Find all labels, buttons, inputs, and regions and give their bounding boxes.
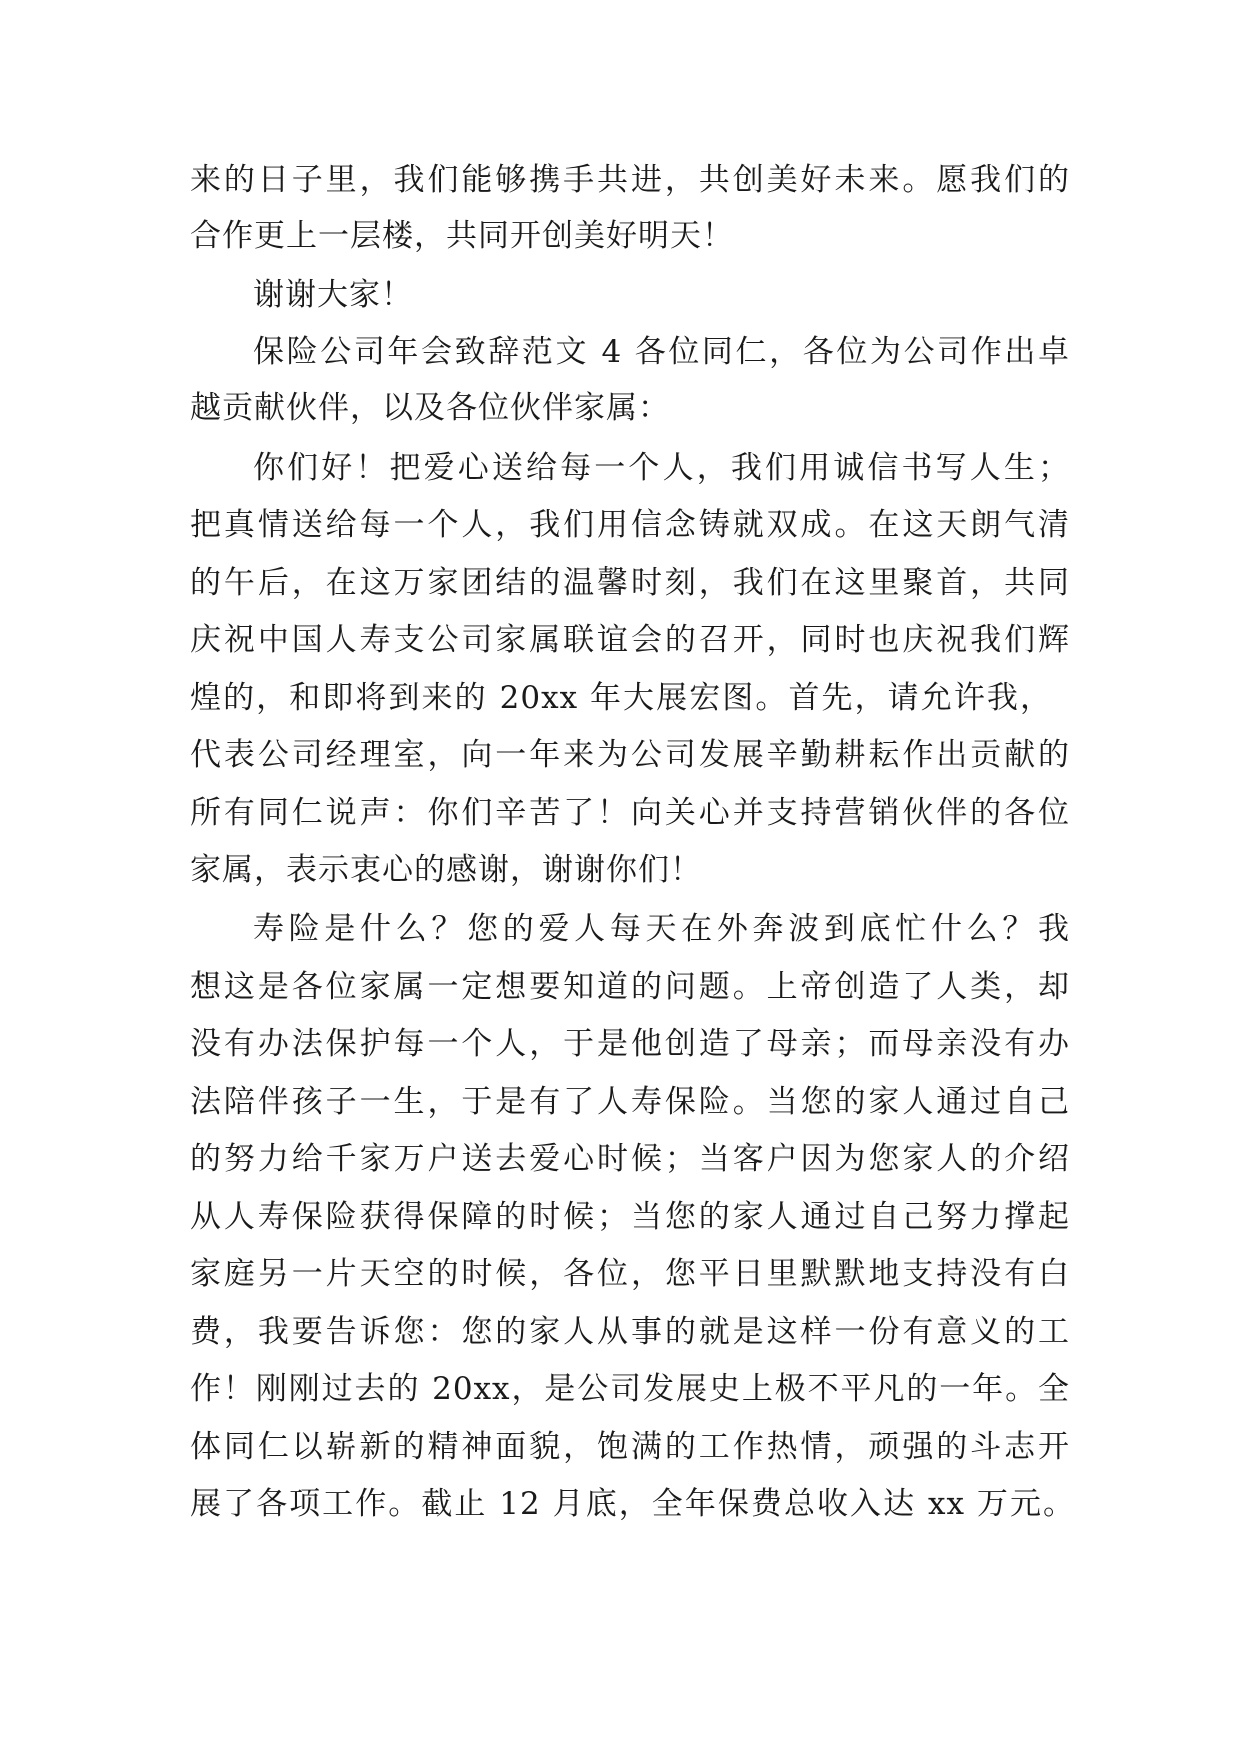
text-line: 法陪伴孩子一生，于是有了人寿保险。当您的家人通过自己 xyxy=(190,1084,1070,1120)
text-line: 煌的，和即将到来的 20xx 年大展宏图。首先，请允许我， xyxy=(190,680,1052,716)
text-line: 合作更上一层楼，共同开创美好明天！ xyxy=(190,218,734,254)
text-line: 你们好！把爱心送给每一个人，我们用诚信书写人生； xyxy=(253,450,1070,486)
text-line: 保险公司年会致辞范文 4 各位同仁，各位为公司作出卓 xyxy=(253,334,1070,370)
text-line: 从人寿保险获得保障的时候；当您的家人通过自己努力撑起 xyxy=(190,1199,1070,1235)
text-line: 没有办法保护每一个人，于是他创造了母亲；而母亲没有办 xyxy=(190,1026,1070,1062)
text-line: 展了各项工作。截止 12 月底，全年保费总收入达 xx 万元。 xyxy=(190,1486,1075,1522)
text-line: 寿险是什么？您的爱人每天在外奔波到底忙什么？我 xyxy=(253,911,1070,947)
text-line: 谢谢大家！ xyxy=(253,277,413,313)
text-line: 家庭另一片天空的时候，各位，您平日里默默地支持没有白 xyxy=(190,1256,1070,1292)
text-line: 代表公司经理室，向一年来为公司发展辛勤耕耘作出贡献的 xyxy=(190,737,1070,773)
text-line: 来的日子里，我们能够携手共进，共创美好未来。愿我们的 xyxy=(190,162,1070,198)
text-line: 的午后，在这万家团结的温馨时刻，我们在这里聚首，共同 xyxy=(190,565,1070,601)
text-line: 家属，表示衷心的感谢，谢谢你们！ xyxy=(190,852,702,888)
text-line: 费，我要告诉您：您的家人从事的就是这样一份有意义的工 xyxy=(190,1314,1070,1350)
text-line: 庆祝中国人寿支公司家属联谊会的召开，同时也庆祝我们辉 xyxy=(190,622,1070,658)
text-line: 所有同仁说声：你们辛苦了！向关心并支持营销伙伴的各位 xyxy=(190,795,1070,831)
text-line: 把真情送给每一个人，我们用信念铸就双成。在这天朗气清 xyxy=(190,507,1070,543)
text-line: 想这是各位家属一定想要知道的问题。上帝创造了人类，却 xyxy=(190,969,1070,1005)
text-line: 越贡献伙伴，以及各位伙伴家属： xyxy=(190,390,670,426)
text-line: 体同仁以崭新的精神面貌，饱满的工作热情，顽强的斗志开 xyxy=(190,1429,1070,1465)
text-line: 的努力给千家万户送去爱心时候；当客户因为您家人的介绍 xyxy=(190,1141,1070,1177)
text-line: 作！刚刚过去的 20xx，是公司发展史上极不平凡的一年。全 xyxy=(190,1371,1070,1407)
